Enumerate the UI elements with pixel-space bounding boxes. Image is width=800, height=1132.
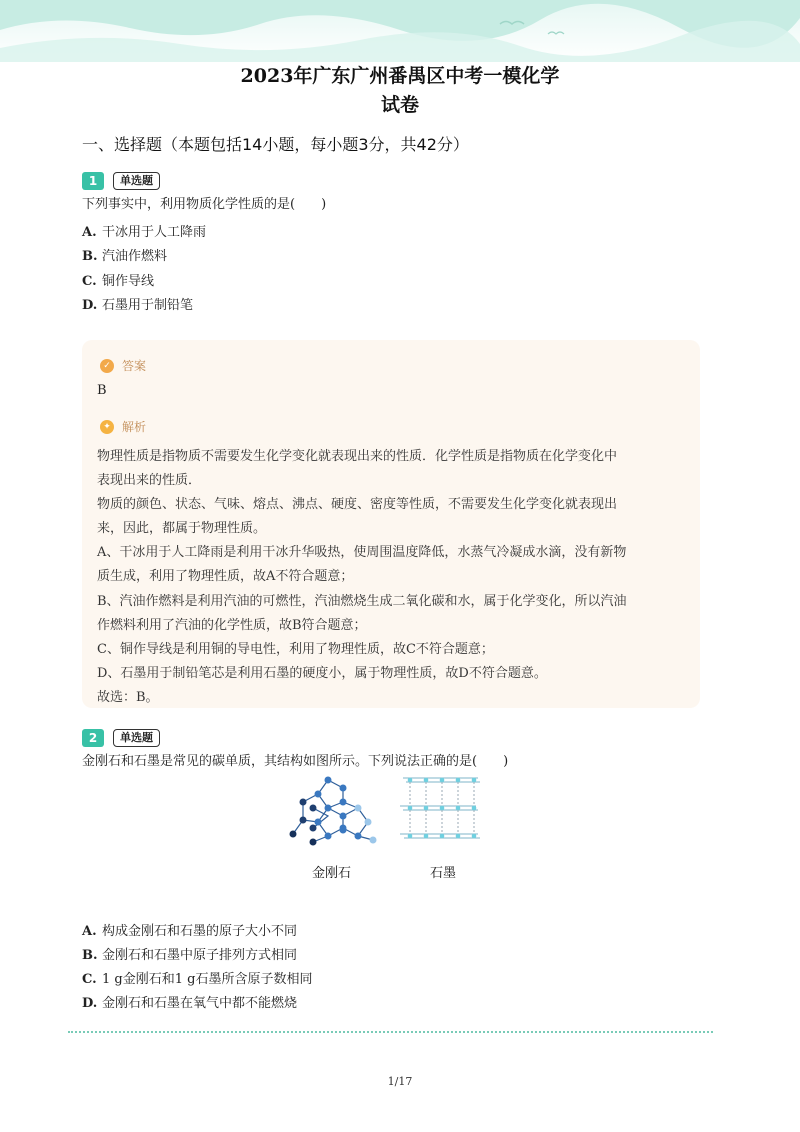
analysis-line: 来，因此，都属于物理性质。 [97,521,267,536]
analysis-label [100,418,146,435]
question-number-badge: 1 [82,172,104,190]
analysis-line: 物理性质是指物质不需要发生化学变化就表现出来的性质．化学性质是指物质在化学变化中 [97,449,618,464]
option-d [82,992,297,1011]
option-text: 汽油作燃料 [102,249,168,264]
option-a [82,920,297,939]
analysis-label-text: 解析 [122,420,147,434]
option-text: 金刚石和石墨中原子排列方式相同 [102,948,298,963]
option-b [82,245,167,264]
diamond-graphite-diagram [288,772,498,852]
section-heading: 一、选择题（本题包括14小题，每小题3分，共42分） [82,135,469,154]
question-type-badge: 单选题 [113,729,160,747]
option-c [82,968,312,987]
option-b [82,944,297,963]
analysis-line: 物质的颜色、状态、气味、熔点、沸点、硬度、密度等性质，不需要发生化学变化就表现出 [97,497,618,512]
question-2-header [82,728,160,747]
graphite-caption: 石墨 [430,866,457,881]
option-label: A. [82,225,97,240]
analysis-line: 质生成，利用了物理性质，故A不符合题意； [97,569,354,584]
option-text: 1 g金刚石和1 g石墨所含原子数相同 [102,972,313,987]
option-label: A. [82,924,97,939]
option-text: 干冰用于人工降雨 [102,225,207,240]
question-1-header [82,171,160,190]
question-2-stem: 金刚石和石墨是常见的碳单质，其结构如图所示。下列说法正确的是( ) [82,754,509,769]
header-banner [0,0,800,62]
check-icon: ✓ [100,359,114,373]
document-title: 2023年广东广州番禺区中考一模化学 [240,65,560,87]
option-text: 金刚石和石墨在氧气中都不能燃烧 [102,996,298,1011]
option-label: C. [82,274,97,289]
answer-value: B [97,383,107,398]
document-title-line2: 试卷 [380,94,419,116]
option-label: B. [82,249,98,264]
option-label: B. [82,948,98,963]
option-text: 铜作导线 [102,274,155,289]
analysis-line: 表现出来的性质． [97,473,202,488]
analysis-line: 作燃料利用了汽油的化学性质，故B符合题意； [97,618,367,633]
question-type-badge: 单选题 [113,172,160,190]
question-number-badge: 2 [82,729,104,747]
analysis-line: C、铜作导线是利用铜的导电性，利用了物理性质，故C不符合题意； [97,642,494,657]
option-a [82,221,206,240]
carbon-structure-figure [288,772,498,884]
option-label: D. [82,298,98,313]
option-label: D. [82,996,98,1011]
analysis-line: D、石墨用于制铅笔芯是利用石墨的硬度小，属于物理性质，故D不符合题意。 [97,666,547,681]
answer-label [100,357,146,374]
footer-divider [68,1031,713,1033]
analysis-line: B、汽油作燃料是利用汽油的可燃性，汽油燃烧生成二氧化碳和水，属于化学变化，所以汽油 [97,594,627,609]
option-c [82,270,154,289]
option-text: 构成金刚石和石墨的原子大小不同 [102,924,298,939]
lightbulb-icon: ✦ [100,420,114,434]
answer-label-text: 答案 [122,359,147,373]
analysis-line: 故选：B。 [97,690,159,705]
analysis-line: A、干冰用于人工降雨是利用干冰升华吸热，使周围温度降低，水蒸气冷凝成水滴，没有新物 [97,545,627,560]
option-label: C. [82,972,97,987]
question-1-stem: 下列事实中，利用物质化学性质的是( ) [82,197,327,212]
option-text: 石墨用于制铅笔 [102,298,194,313]
diamond-caption: 金刚石 [312,866,352,881]
option-d [82,294,193,313]
page-number: 1/17 [387,1075,413,1088]
